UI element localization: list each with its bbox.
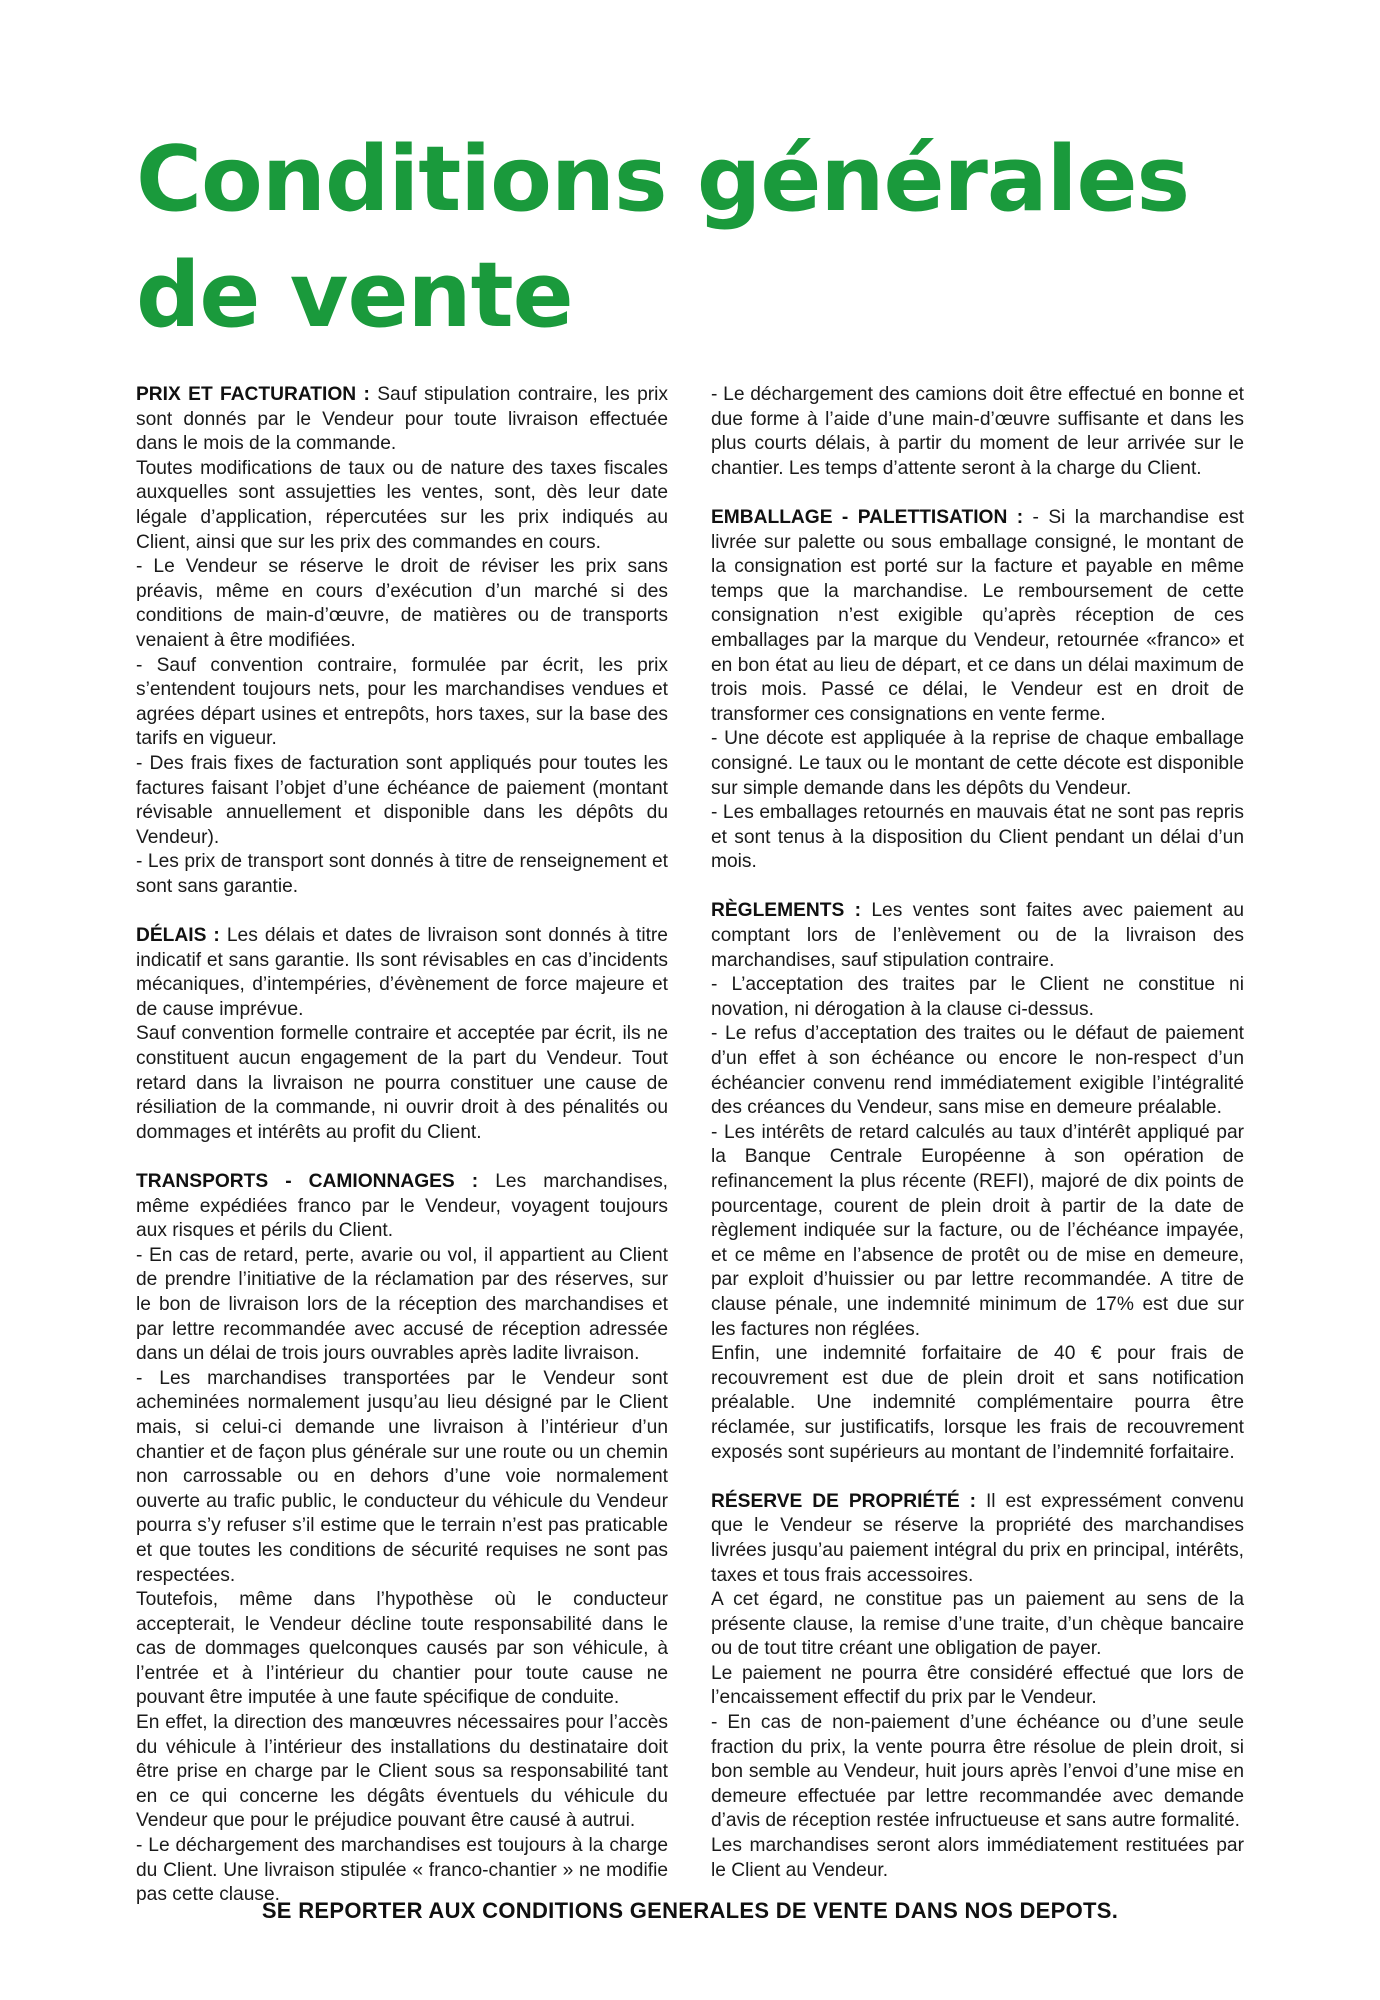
clause-text: - Les intérêts de retard calculés au taux d’intérêt appliqué par la Banque Centrale Européenne à son opération de refinancement la plus récente (REFI), majoré de dix points de pourcentage, courent de plein droit à partir de la date de règlement indiquée sur la facture, ou de l’échéance impayée, et ce même en l’absence de protêt ou de mise en demeure, par exploit d’huissier ou par lettre recommandée. A titre de clause pénale, une indemnité minimum de 17% est due sur les factures non réglées. [711, 1121, 1244, 1340]
clause-text: Il est expressément convenu que le Vendeur se réserve la propriété des marchandises livrées jusqu’au paiement intégral du prix en principal, intérêts, taxes et tous frais accessoires. [711, 1490, 1244, 1586]
clause-heading: TRANSPORTS - CAMIONNAGES : [136, 1171, 479, 1192]
clause-paragraph [136, 457, 668, 555]
clause-section [136, 383, 668, 899]
clause-section [711, 1490, 1244, 1884]
clause-paragraph [136, 1170, 668, 1244]
clause-paragraph [711, 506, 1244, 727]
clause-text: - Si la marchandise est livrée sur palette ou sous emballage consigné, le montant de la consignation est porté sur la facture et payable en même temps que la marchandise. Le remboursement de cette consignation n’est exigible qu’après réception de ces emballages par la marque du Vendeur, retournée «franco» et en bon état au lieu de départ, et ce dans un délai maximum de trois mois. Passé ce délai, le Vendeur est en droit de transformer ces consignations en vente ferme. [711, 506, 1244, 725]
clause-text: Toutefois, même dans l’hypothèse où le conducteur accepterait, le Vendeur décline toute responsabilité dans le cas de dommages quelconques causés par son véhicule, à l’entrée et à l’intérieur du chantier pour toute cause ne pouvant être imputée à une faute spécifique de conduite. [136, 1589, 668, 1709]
clause-text: Sauf stipulation contraire, les prix sont donnés par le Vendeur pour toute livraison effectuée dans le mois de la commande. [136, 384, 668, 455]
clause-paragraph [711, 973, 1244, 1022]
clause-paragraph [711, 727, 1244, 801]
clause-paragraph [136, 1022, 668, 1145]
clause-section [136, 924, 668, 1145]
clause-paragraph [136, 555, 668, 653]
clause-paragraph [136, 654, 668, 752]
clause-paragraph [711, 1121, 1244, 1342]
clause-text: - Des frais fixes de facturation sont appliqués pour toutes les factures faisant l’objet d’une échéance de paiement (montant révisable annuellement et disponible dans les dépôts du Vendeur). [136, 752, 668, 848]
clause-paragraph [136, 1711, 668, 1834]
clause-text: - Les prix de transport sont donnés à titre de renseignement et sont sans garantie. [136, 851, 668, 897]
clause-paragraph [711, 801, 1244, 875]
clause-text: Sauf convention formelle contraire et acceptée par écrit, ils ne constituent aucun engagement de la part du Vendeur. Tout retard dans la livraison ne pourra constituer une cause de résiliation de la commande, ni ouvrir droit à des pénalités ou dommages et intérêts au profit du Client. [136, 1023, 668, 1143]
clause-section [136, 1170, 668, 1908]
clause-paragraph [711, 1662, 1244, 1711]
clause-text: - Le déchargement des camions doit être effectué en bonne et due forme à l’aide d’une main-d’œuvre suffisante et dans les plus courts délais, à partir du moment de leur arrivée sur le chantier. Les temps d’attente seront à la charge du Client. [711, 384, 1244, 479]
clause-text: - L’acceptation des traites par le Client ne constitue ni novation, ni dérogation à la clause ci-dessus. [711, 974, 1244, 1020]
clause-text: - En cas de non-paiement d’une échéance ou d’une seule fraction du prix, la vente pourra être résolue de plein droit, si bon semble au Vendeur, huit jours après l’envoi d’une mise en demeure effectuée par lettre recommandée avec demande d’avis de réception restée infructueuse et sans autre formalité. [711, 1712, 1244, 1832]
clause-section [711, 506, 1244, 875]
right-column [711, 383, 1244, 1883]
clause-paragraph [711, 1711, 1244, 1834]
clause-paragraph [711, 1834, 1244, 1883]
clause-text: - Sauf convention contraire, formulée par écrit, les prix s’entendent toujours nets, pour les marchandises vendues et agrées départ usines et entrepôts, hors taxes, sur la base des tarifs en vigueur. [136, 654, 668, 750]
title-line-1: Conditions générales [136, 127, 1190, 232]
title-line-2: de vente [136, 243, 573, 348]
clause-text: En effet, la direction des manœuvres nécessaires pour l’accès du véhicule à l’intérieur des installations du destinataire doit être prise en charge par le Client sous sa responsabilité tant en ce qui concerne les dégâts éventuels du véhicule du Vendeur que pour le préjudice pouvant être causé à autrui. [136, 1712, 668, 1832]
footer-note: SE REPORTER AUX CONDITIONS GENERALES DE VENTE DANS NOS DEPOTS. [261, 1898, 1119, 1923]
clause-paragraph [136, 924, 668, 1022]
clause-paragraph [711, 1022, 1244, 1120]
left-column [136, 383, 668, 1908]
clause-paragraph [136, 752, 668, 850]
clause-paragraph [136, 1834, 668, 1908]
clause-paragraph [136, 850, 668, 899]
clause-text: Le paiement ne pourra être considéré effectué que lors de l’encaissement effectif du prix par le Vendeur. [711, 1662, 1244, 1709]
clause-section [711, 383, 1244, 481]
clause-text: - Les emballages retournés en mauvais état ne sont pas repris et sont tenus à la disposition du Client pendant un délai d’un mois. [711, 802, 1244, 873]
page-title [136, 122, 1286, 354]
clause-section [711, 899, 1244, 1465]
clause-paragraph [711, 1342, 1244, 1465]
clause-text: Enfin, une indemnité forfaitaire de 40 € pour frais de recouvrement est due de plein droit et sans notification préalable. Une indemnité complémentaire pourra être réclamée, sur justificatifs, lorsque les frais de recouvrement exposés sont supérieurs au montant de l’indemnité forfaitaire. [711, 1343, 1244, 1463]
clause-heading: RÉSERVE DE PROPRIÉTÉ : [711, 1490, 977, 1512]
clause-paragraph [136, 1244, 668, 1367]
clause-paragraph [136, 383, 668, 457]
clause-text: - Le déchargement des marchandises est toujours à la charge du Client. Une livraison stipulée « franco-chantier » ne modifie pas cette clause. [136, 1835, 668, 1906]
clause-text: Toutes modifications de taux ou de nature des taxes fiscales auxquelles sont assujetties les ventes, sont, dès leur date légale d’application, répercutées sur les prix indiqués au Client, ainsi que sur les prix des commandes en cours. [136, 457, 668, 553]
clause-heading: PRIX ET FACTURATION : [136, 384, 370, 405]
clause-text: - Les marchandises transportées par le Vendeur sont acheminées normalement jusqu’au lieu désigné par le Client mais, si celui-ci demande une livraison à l’intérieur d’un chantier et de façon plus générale sur une route ou un chemin non carrossable ou en dehors d’une voie normalement ouverte au trafic public, le conducteur du véhicule du Vendeur pourra s’y refuser s’il estime que le terrain n’est pas praticable et que toutes les conditions de sécurité requises ne sont pas respectées. [136, 1367, 668, 1586]
clause-heading: RÈGLEMENTS : [711, 900, 862, 922]
clause-text: Les marchandises, même expédiées franco par le Vendeur, voyagent toujours aux risques et périls du Client. [136, 1171, 668, 1242]
clause-text: Les marchandises seront alors immédiatement restituées par le Client au Vendeur. [711, 1835, 1244, 1881]
clause-heading: EMBALLAGE - PALETTISATION : [711, 506, 1024, 528]
clause-heading: DÉLAIS : [136, 925, 220, 947]
clause-text: Les délais et dates de livraison sont donnés à titre indicatif et sans garantie. Ils sont révisables en cas d’incidents mécaniques, d’intempéries, d’évènement de force majeure et de cause imprévue. [136, 925, 668, 1020]
clause-text: - Une décote est appliquée à la reprise de chaque emballage consigné. Le taux ou le montant de cette décote est disponible sur simple demande dans les dépôts du Vendeur. [711, 728, 1244, 799]
clause-text: - Le Vendeur se réserve le droit de réviser les prix sans préavis, même en cours d’exécution d’un marché si des conditions de main-d’œuvre, de matières ou de transports venaient à être modifiées. [136, 556, 668, 651]
clause-paragraph [711, 1588, 1244, 1662]
clause-text: Les ventes sont faites avec paiement au comptant lors de l’enlèvement ou de la livraison des marchandises, sauf stipulation contraire. [711, 900, 1244, 971]
clause-text: - Le refus d’acceptation des traites ou le défaut de paiement d’un effet à son échéance ou encore le non-respect d’un échéancier convenu rend immédiatement exigible l’intégralité des créances du Vendeur, sans mise en demeure préalable. [711, 1023, 1244, 1119]
clause-paragraph [711, 383, 1244, 481]
clause-paragraph [136, 1367, 668, 1588]
clause-text: A cet égard, ne constitue pas un paiement au sens de la présente clause, la remise d’une traite, d’un chèque bancaire ou de tout titre créant une obligation de payer. [711, 1589, 1244, 1660]
clause-paragraph [711, 899, 1244, 973]
clause-paragraph [711, 1490, 1244, 1588]
clause-paragraph [136, 1588, 668, 1711]
clause-text: - En cas de retard, perte, avarie ou vol, il appartient au Client de prendre l’initiative de la réclamation par des réserves, sur le bon de livraison lors de la réception des marchandises et par lettre recommandée avec accusé de réception adressée dans un délai de trois jours ouvrables après ladite livraison. [136, 1244, 668, 1365]
